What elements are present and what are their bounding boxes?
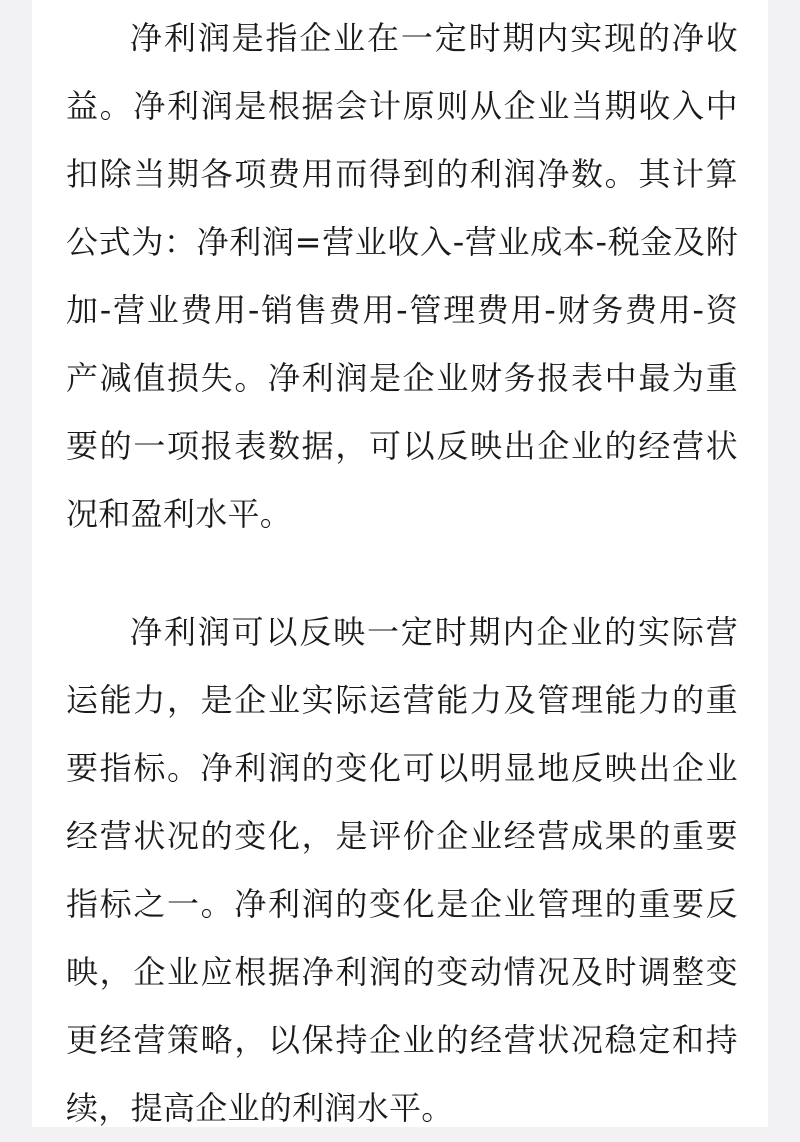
article-paragraph: 净利润可以反映一定时期内企业的实际营运能力，是企业实际运营能力及管理能力的重要指标。净利润的变化可以明显地反映出企业经营状况的变化，是评价企业经营成果的重要指标之一。净利润的变化是企业管理的重要反映，企业应根据净利润的变动情况及时调整变更经营策略，以保持企业的经营状况稳定和持续，提高企业的利润水平。 xyxy=(66,613,738,1127)
article-paragraph: 净利润是指企业在一定时期内实现的净收益。净利润是根据会计原则从企业当期收入中扣除当期各项费用而得到的利润净数。其计算公式为：净利润=营业收入-营业成本-税金及附加-营业费用-销售费用-管理费用-财务费用-资产减值损失。净利润是企业财务报表中最为重要的一项报表数据，可以反映出企业的经营状况和盈利水平。 xyxy=(66,19,738,533)
article-body xyxy=(66,4,738,1142)
article-page xyxy=(32,0,768,1127)
